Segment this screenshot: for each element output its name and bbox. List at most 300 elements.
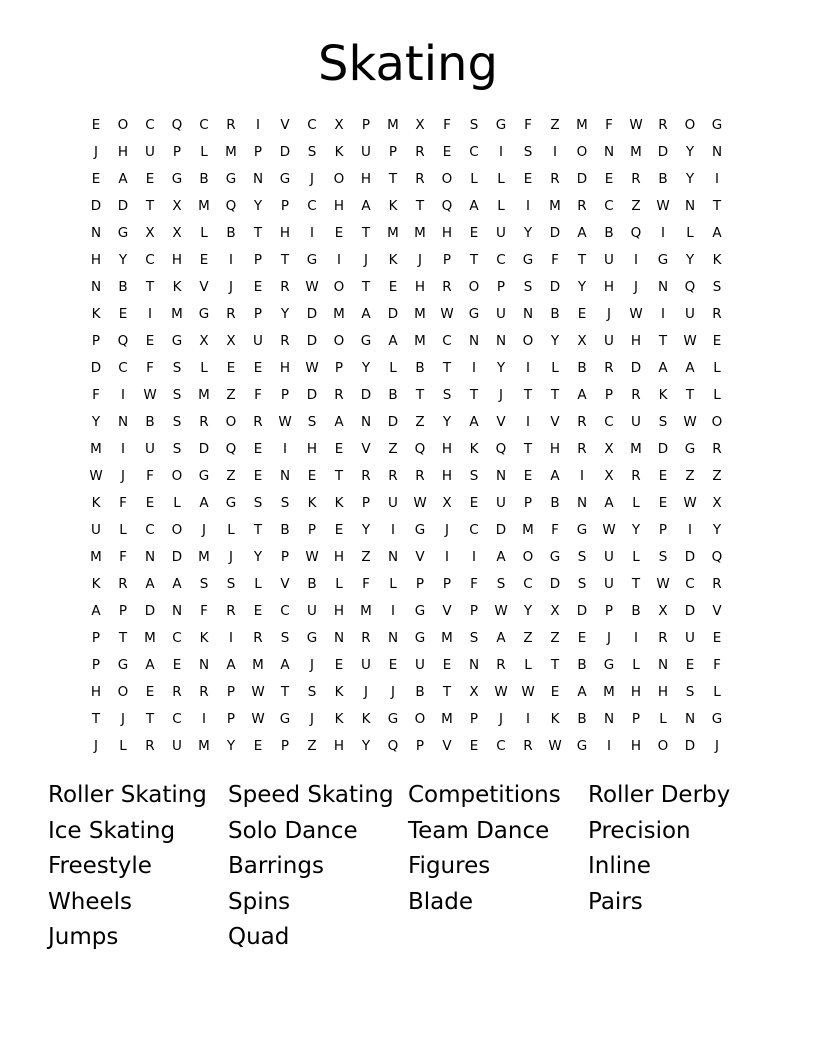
grid-cell[interactable]: X [172, 198, 182, 214]
grid-cell[interactable]: B [226, 225, 236, 241]
grid-cell[interactable]: R [442, 279, 452, 295]
grid-cell[interactable]: V [442, 603, 452, 619]
grid-cell[interactable]: E [550, 684, 560, 700]
grid-cell[interactable]: P [91, 657, 101, 673]
grid-cell[interactable]: R [712, 306, 722, 322]
grid-cell[interactable]: B [577, 360, 587, 376]
grid-cell[interactable]: R [253, 414, 263, 430]
grid-cell[interactable]: T [118, 630, 128, 646]
grid-cell[interactable]: X [577, 333, 587, 349]
grid-cell[interactable]: A [496, 549, 506, 565]
grid-cell[interactable]: D [117, 198, 129, 214]
grid-cell[interactable]: A [577, 387, 587, 403]
grid-cell[interactable]: N [711, 144, 723, 160]
grid-cell[interactable]: O [225, 414, 237, 430]
grid-cell[interactable]: P [523, 495, 533, 511]
grid-cell[interactable]: I [661, 306, 665, 322]
grid-cell[interactable]: M [225, 144, 237, 160]
grid-cell[interactable]: S [172, 387, 182, 403]
grid-cell[interactable]: Y [577, 279, 587, 295]
grid-cell[interactable]: J [634, 279, 638, 295]
grid-cell[interactable]: T [253, 522, 263, 538]
grid-cell[interactable]: X [415, 117, 425, 133]
grid-cell[interactable]: L [119, 522, 127, 538]
grid-cell[interactable]: M [630, 144, 642, 160]
grid-cell[interactable]: L [632, 495, 640, 511]
grid-cell[interactable]: T [280, 252, 290, 268]
grid-cell[interactable]: S [442, 387, 452, 403]
grid-cell[interactable]: P [226, 711, 236, 727]
grid-cell[interactable]: T [334, 468, 344, 484]
grid-cell[interactable]: Z [307, 738, 317, 754]
grid-cell[interactable]: T [361, 279, 371, 295]
grid-cell[interactable]: W [494, 603, 508, 619]
grid-cell[interactable]: T [415, 198, 425, 214]
grid-cell[interactable]: N [522, 306, 534, 322]
grid-cell[interactable]: I [688, 522, 692, 538]
grid-cell[interactable]: W [683, 414, 697, 430]
grid-cell[interactable]: L [200, 225, 208, 241]
grid-cell[interactable]: A [145, 576, 155, 592]
grid-cell[interactable]: G [684, 441, 696, 457]
grid-cell[interactable]: G [225, 171, 237, 187]
grid-cell[interactable]: D [387, 414, 399, 430]
grid-cell[interactable]: C [442, 333, 452, 349]
grid-cell[interactable]: M [198, 549, 210, 565]
grid-cell[interactable]: I [580, 468, 584, 484]
grid-cell[interactable]: Z [361, 549, 371, 565]
grid-cell[interactable]: M [198, 387, 210, 403]
grid-cell[interactable]: H [333, 603, 345, 619]
grid-cell[interactable]: C [199, 117, 209, 133]
grid-cell[interactable]: U [496, 306, 506, 322]
grid-cell[interactable]: R [172, 684, 182, 700]
grid-cell[interactable]: I [499, 144, 503, 160]
grid-cell[interactable]: R [199, 414, 209, 430]
grid-cell[interactable]: T [145, 711, 155, 727]
grid-cell[interactable]: U [172, 738, 182, 754]
grid-cell[interactable]: U [415, 657, 425, 673]
grid-cell[interactable]: L [470, 171, 478, 187]
grid-cell[interactable]: K [388, 198, 398, 214]
grid-cell[interactable]: B [415, 684, 425, 700]
grid-cell[interactable]: L [632, 549, 640, 565]
grid-cell[interactable]: D [306, 333, 318, 349]
grid-cell[interactable]: A [226, 657, 236, 673]
grid-cell[interactable]: P [388, 144, 398, 160]
grid-cell[interactable]: T [577, 252, 587, 268]
grid-cell[interactable]: S [523, 144, 533, 160]
grid-cell[interactable]: F [200, 603, 208, 619]
grid-cell[interactable]: T [361, 225, 371, 241]
grid-cell[interactable]: E [604, 171, 614, 187]
grid-cell[interactable]: H [360, 171, 372, 187]
grid-cell[interactable]: I [391, 603, 395, 619]
grid-cell[interactable]: S [523, 279, 533, 295]
grid-cell[interactable]: I [553, 144, 557, 160]
grid-cell[interactable]: P [415, 576, 425, 592]
grid-cell[interactable]: Y [226, 738, 236, 754]
grid-cell[interactable]: V [280, 117, 290, 133]
grid-cell[interactable]: W [683, 333, 697, 349]
grid-cell[interactable]: P [415, 738, 425, 754]
grid-cell[interactable]: M [576, 117, 588, 133]
grid-cell[interactable]: A [118, 171, 128, 187]
grid-cell[interactable]: E [253, 603, 263, 619]
grid-cell[interactable]: O [684, 117, 696, 133]
grid-cell[interactable]: Y [685, 252, 695, 268]
grid-cell[interactable]: H [603, 279, 615, 295]
grid-cell[interactable]: Y [523, 603, 533, 619]
grid-cell[interactable]: A [496, 630, 506, 646]
grid-cell[interactable]: M [90, 549, 102, 565]
grid-cell[interactable]: I [256, 117, 260, 133]
grid-cell[interactable]: T [280, 684, 290, 700]
grid-cell[interactable]: A [469, 198, 479, 214]
grid-cell[interactable]: R [361, 630, 371, 646]
grid-cell[interactable]: P [172, 144, 182, 160]
grid-cell[interactable]: B [307, 576, 317, 592]
grid-cell[interactable]: E [685, 657, 695, 673]
grid-cell[interactable]: D [198, 441, 210, 457]
grid-cell[interactable]: H [279, 225, 291, 241]
grid-cell[interactable]: R [361, 468, 371, 484]
grid-cell[interactable]: T [523, 387, 533, 403]
grid-cell[interactable]: E [334, 522, 344, 538]
grid-cell[interactable]: B [388, 387, 398, 403]
grid-cell[interactable]: I [661, 225, 665, 241]
grid-cell[interactable]: S [685, 684, 695, 700]
grid-cell[interactable]: J [364, 684, 368, 700]
grid-cell[interactable]: D [279, 144, 291, 160]
grid-cell[interactable]: E [91, 117, 101, 133]
grid-cell[interactable]: E [712, 333, 722, 349]
grid-cell[interactable]: C [523, 576, 533, 592]
grid-cell[interactable]: F [119, 549, 127, 565]
grid-cell[interactable]: V [361, 441, 371, 457]
grid-cell[interactable]: K [361, 711, 371, 727]
grid-cell[interactable]: D [495, 522, 507, 538]
grid-cell[interactable]: Q [225, 198, 237, 214]
grid-cell[interactable]: V [415, 549, 425, 565]
grid-cell[interactable]: J [121, 468, 125, 484]
grid-cell[interactable]: T [388, 171, 398, 187]
grid-cell[interactable]: Y [253, 549, 263, 565]
grid-cell[interactable]: Y [91, 414, 101, 430]
grid-cell[interactable]: N [198, 657, 210, 673]
grid-cell[interactable]: P [361, 117, 371, 133]
grid-cell[interactable]: I [202, 711, 206, 727]
grid-cell[interactable]: Z [226, 468, 236, 484]
grid-cell[interactable]: I [121, 387, 125, 403]
grid-cell[interactable]: B [118, 279, 128, 295]
grid-cell[interactable]: J [121, 711, 125, 727]
grid-cell[interactable]: H [657, 684, 669, 700]
grid-cell[interactable]: M [387, 117, 399, 133]
grid-cell[interactable]: Q [495, 441, 507, 457]
grid-cell[interactable]: X [334, 117, 344, 133]
grid-cell[interactable]: B [415, 360, 425, 376]
grid-cell[interactable]: C [280, 603, 290, 619]
grid-cell[interactable]: J [94, 144, 98, 160]
grid-cell[interactable]: G [306, 630, 318, 646]
grid-cell[interactable]: A [604, 495, 614, 511]
grid-cell[interactable]: I [526, 711, 530, 727]
grid-cell[interactable]: P [91, 630, 101, 646]
grid-cell[interactable]: W [305, 279, 319, 295]
grid-cell[interactable]: P [226, 684, 236, 700]
grid-cell[interactable]: O [711, 414, 723, 430]
grid-cell[interactable]: M [198, 738, 210, 754]
grid-cell[interactable]: P [631, 711, 641, 727]
grid-cell[interactable]: I [634, 252, 638, 268]
grid-cell[interactable]: W [251, 684, 265, 700]
grid-cell[interactable]: M [630, 441, 642, 457]
grid-cell[interactable]: P [442, 576, 452, 592]
grid-cell[interactable]: P [361, 495, 371, 511]
grid-cell[interactable]: Q [171, 117, 183, 133]
grid-cell[interactable]: X [199, 333, 209, 349]
grid-cell[interactable]: C [172, 711, 182, 727]
grid-cell[interactable]: F [605, 117, 613, 133]
grid-cell[interactable]: R [577, 441, 587, 457]
grid-cell[interactable]: O [117, 117, 129, 133]
grid-cell[interactable]: U [631, 414, 641, 430]
grid-cell[interactable]: N [333, 630, 345, 646]
grid-cell[interactable]: A [361, 198, 371, 214]
grid-cell[interactable]: R [604, 360, 614, 376]
grid-cell[interactable]: E [199, 252, 209, 268]
grid-cell[interactable]: D [171, 549, 183, 565]
grid-cell[interactable]: I [472, 360, 476, 376]
grid-cell[interactable]: M [414, 306, 426, 322]
grid-cell[interactable]: E [253, 468, 263, 484]
grid-cell[interactable]: W [683, 495, 697, 511]
grid-cell[interactable]: S [469, 468, 479, 484]
grid-cell[interactable]: B [199, 171, 209, 187]
grid-cell[interactable]: T [685, 387, 695, 403]
grid-cell[interactable]: C [145, 117, 155, 133]
grid-cell[interactable]: L [335, 576, 343, 592]
grid-cell[interactable]: M [414, 225, 426, 241]
grid-cell[interactable]: Q [414, 441, 426, 457]
grid-cell[interactable]: H [630, 333, 642, 349]
grid-cell[interactable]: E [523, 171, 533, 187]
grid-cell[interactable]: W [278, 414, 292, 430]
grid-cell[interactable]: U [685, 306, 695, 322]
grid-cell[interactable]: D [549, 279, 561, 295]
grid-cell[interactable]: J [310, 171, 314, 187]
grid-cell[interactable]: D [684, 549, 696, 565]
grid-cell[interactable]: Z [685, 468, 695, 484]
grid-cell[interactable]: J [418, 252, 422, 268]
grid-cell[interactable]: I [229, 630, 233, 646]
grid-cell[interactable]: Y [280, 306, 290, 322]
grid-cell[interactable]: L [632, 657, 640, 673]
grid-cell[interactable]: U [361, 657, 371, 673]
grid-cell[interactable]: Y [631, 522, 641, 538]
grid-cell[interactable]: E [442, 657, 452, 673]
grid-cell[interactable]: Y [685, 171, 695, 187]
grid-cell[interactable]: I [121, 441, 125, 457]
grid-cell[interactable]: F [713, 657, 721, 673]
grid-cell[interactable]: T [550, 657, 560, 673]
grid-cell[interactable]: C [604, 414, 614, 430]
grid-cell[interactable]: E [469, 495, 479, 511]
grid-cell[interactable]: G [117, 657, 129, 673]
grid-cell[interactable]: E [253, 360, 263, 376]
grid-cell[interactable]: Z [388, 441, 398, 457]
grid-cell[interactable]: G [711, 117, 723, 133]
grid-cell[interactable]: S [577, 549, 587, 565]
grid-cell[interactable]: E [253, 738, 263, 754]
grid-cell[interactable]: D [576, 603, 588, 619]
grid-cell[interactable]: J [364, 252, 368, 268]
grid-cell[interactable]: H [90, 684, 102, 700]
grid-cell[interactable]: P [118, 603, 128, 619]
grid-cell[interactable]: J [715, 738, 719, 754]
grid-cell[interactable]: P [280, 549, 290, 565]
grid-cell[interactable]: G [171, 171, 183, 187]
grid-cell[interactable]: G [198, 468, 210, 484]
grid-cell[interactable]: S [253, 495, 263, 511]
grid-cell[interactable]: P [442, 252, 452, 268]
grid-cell[interactable]: E [658, 468, 668, 484]
grid-cell[interactable]: W [629, 306, 643, 322]
grid-cell[interactable]: S [199, 576, 209, 592]
grid-cell[interactable]: F [551, 252, 559, 268]
grid-cell[interactable]: R [550, 171, 560, 187]
grid-cell[interactable]: B [577, 711, 587, 727]
grid-cell[interactable]: L [200, 144, 208, 160]
grid-cell[interactable]: E [712, 630, 722, 646]
grid-cell[interactable]: A [658, 360, 668, 376]
grid-cell[interactable]: M [144, 630, 156, 646]
grid-cell[interactable]: T [523, 441, 533, 457]
grid-cell[interactable]: E [469, 225, 479, 241]
grid-cell[interactable]: G [117, 225, 129, 241]
grid-cell[interactable]: J [607, 630, 611, 646]
grid-cell[interactable]: A [91, 603, 101, 619]
grid-cell[interactable]: G [657, 252, 669, 268]
grid-cell[interactable]: P [334, 360, 344, 376]
grid-cell[interactable]: E [388, 657, 398, 673]
grid-cell[interactable]: X [172, 225, 182, 241]
grid-cell[interactable]: E [253, 279, 263, 295]
grid-cell[interactable]: F [443, 117, 451, 133]
grid-cell[interactable]: A [172, 576, 182, 592]
grid-cell[interactable]: N [657, 657, 669, 673]
grid-cell[interactable]: F [146, 468, 154, 484]
grid-cell[interactable]: Y [550, 333, 560, 349]
grid-cell[interactable]: N [387, 549, 399, 565]
grid-cell[interactable]: O [117, 684, 129, 700]
grid-cell[interactable]: N [387, 630, 399, 646]
grid-cell[interactable]: A [577, 225, 587, 241]
grid-cell[interactable]: U [253, 333, 263, 349]
grid-cell[interactable]: V [442, 738, 452, 754]
grid-cell[interactable]: E [334, 657, 344, 673]
grid-cell[interactable]: D [684, 738, 696, 754]
grid-cell[interactable]: A [280, 657, 290, 673]
grid-cell[interactable]: S [172, 414, 182, 430]
grid-cell[interactable]: K [91, 306, 101, 322]
grid-cell[interactable]: N [603, 144, 615, 160]
grid-cell[interactable]: X [550, 603, 560, 619]
grid-cell[interactable]: L [227, 522, 235, 538]
grid-cell[interactable]: L [173, 495, 181, 511]
grid-cell[interactable]: G [414, 522, 426, 538]
grid-cell[interactable]: W [629, 117, 643, 133]
grid-cell[interactable]: Y [685, 144, 695, 160]
grid-cell[interactable]: A [712, 225, 722, 241]
grid-cell[interactable]: K [307, 495, 317, 511]
grid-cell[interactable]: G [576, 738, 588, 754]
grid-cell[interactable]: W [602, 522, 616, 538]
grid-cell[interactable]: C [145, 252, 155, 268]
grid-cell[interactable]: M [333, 306, 345, 322]
grid-cell[interactable]: W [143, 387, 157, 403]
grid-cell[interactable]: T [658, 333, 668, 349]
grid-cell[interactable]: G [171, 333, 183, 349]
grid-cell[interactable]: S [307, 414, 317, 430]
grid-cell[interactable]: G [279, 711, 291, 727]
grid-cell[interactable]: E [577, 306, 587, 322]
grid-cell[interactable]: R [577, 414, 587, 430]
grid-cell[interactable]: U [145, 441, 155, 457]
grid-cell[interactable]: H [333, 549, 345, 565]
grid-cell[interactable]: U [388, 495, 398, 511]
grid-cell[interactable]: K [550, 711, 560, 727]
grid-cell[interactable]: X [469, 684, 479, 700]
grid-cell[interactable]: L [389, 576, 397, 592]
grid-cell[interactable]: J [229, 549, 233, 565]
grid-cell[interactable]: T [550, 387, 560, 403]
grid-cell[interactable]: N [90, 279, 102, 295]
grid-cell[interactable]: R [577, 198, 587, 214]
grid-cell[interactable]: N [117, 414, 129, 430]
grid-cell[interactable]: G [306, 252, 318, 268]
grid-cell[interactable]: X [604, 441, 614, 457]
grid-cell[interactable]: H [117, 144, 129, 160]
grid-cell[interactable]: O [522, 333, 534, 349]
grid-cell[interactable]: O [333, 333, 345, 349]
grid-cell[interactable]: P [658, 522, 668, 538]
grid-cell[interactable]: W [521, 684, 535, 700]
grid-cell[interactable]: T [442, 360, 452, 376]
grid-cell[interactable]: C [496, 738, 506, 754]
grid-cell[interactable]: O [522, 549, 534, 565]
grid-cell[interactable]: N [144, 549, 156, 565]
grid-cell[interactable]: W [89, 468, 103, 484]
grid-cell[interactable]: P [469, 603, 479, 619]
grid-cell[interactable]: P [280, 198, 290, 214]
grid-cell[interactable]: G [522, 252, 534, 268]
grid-cell[interactable]: H [333, 198, 345, 214]
grid-cell[interactable]: V [496, 414, 506, 430]
grid-cell[interactable]: K [199, 630, 209, 646]
grid-cell[interactable]: Q [225, 441, 237, 457]
grid-cell[interactable]: B [631, 603, 641, 619]
grid-cell[interactable]: P [253, 144, 263, 160]
grid-cell[interactable]: W [440, 306, 454, 322]
grid-cell[interactable]: B [577, 657, 587, 673]
grid-cell[interactable]: T [145, 198, 155, 214]
grid-cell[interactable]: M [441, 711, 453, 727]
grid-cell[interactable]: N [603, 711, 615, 727]
grid-cell[interactable]: T [631, 576, 641, 592]
grid-cell[interactable]: L [524, 657, 532, 673]
